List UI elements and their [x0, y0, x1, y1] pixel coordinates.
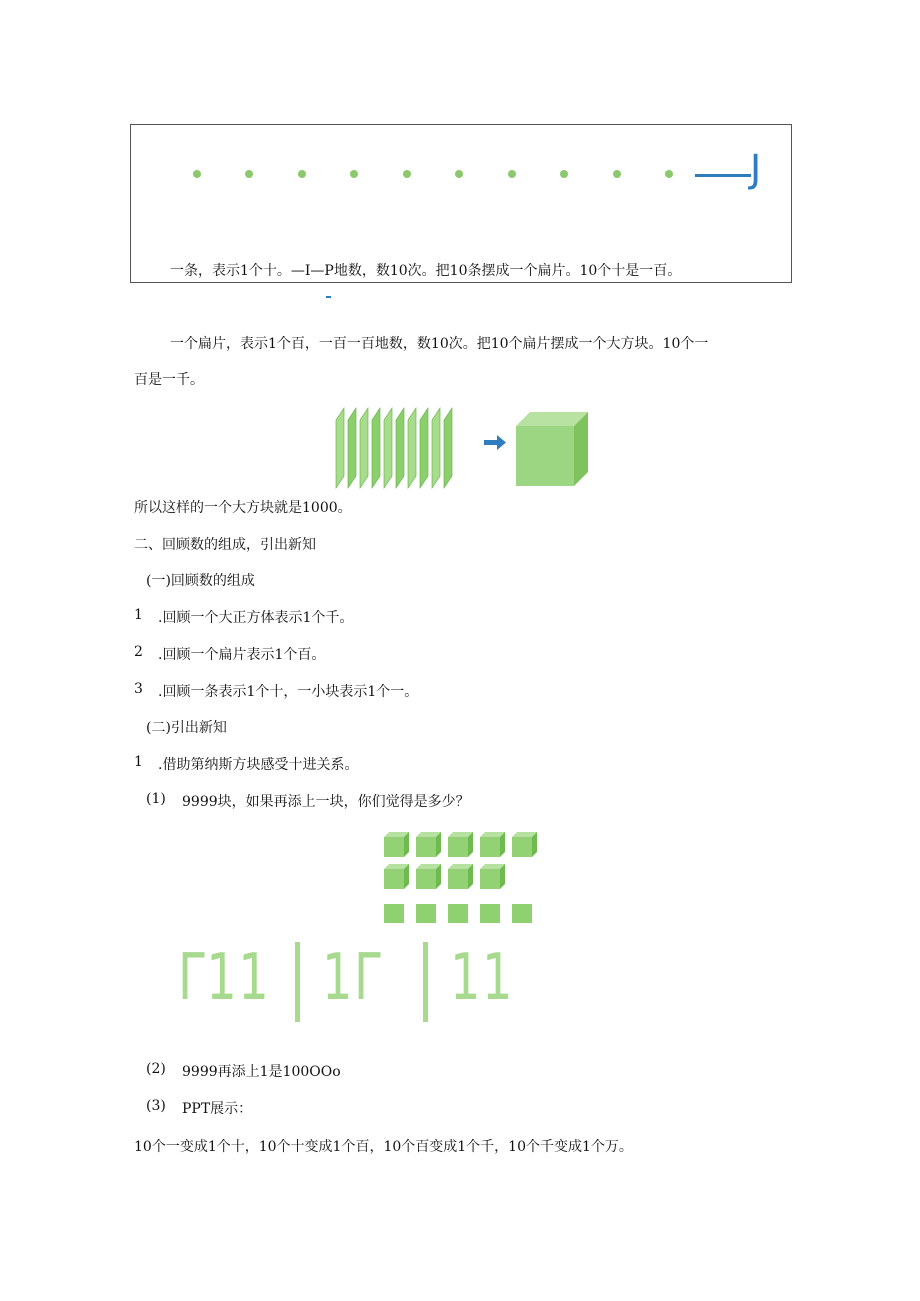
dot-8	[560, 170, 568, 178]
paragraph-line-2: 百是一千。	[134, 372, 204, 388]
new-item-1-number: 1	[134, 754, 143, 770]
final-line: 10个一变成1个十，10个十变成1个百，10个百变成1个千，10个千变成1个万。	[134, 1139, 633, 1155]
paragraph-line-1: 一个扁片，表示1个百，一百一百地数，数10次。把10个扁片摆成一个大方块。10个一	[170, 336, 709, 352]
dot-9	[613, 170, 621, 178]
unit-square	[384, 904, 404, 923]
hundred-flat	[408, 408, 416, 488]
so-line: 所以这样的一个大方块就是1000。	[134, 500, 352, 516]
blue-j-glyph: J	[750, 147, 762, 191]
box-caption: 一条，表示1个十。—I—P地数，数10次。把10条摆成一个扁片。10个十是一百。	[170, 263, 682, 279]
dot-7	[508, 170, 516, 178]
green-glyph-group-2: 1Γ	[322, 941, 383, 1015]
unit-cube	[384, 832, 409, 857]
item-2-number: 2	[134, 644, 143, 660]
item-1-text: .回顾一个大正方体表示1个千。	[158, 610, 354, 626]
flats-to-cube-figure	[334, 406, 590, 490]
section-2-heading: 二、回顾数的组成，引出新知	[134, 537, 316, 553]
question-3-number: (3)	[146, 1098, 166, 1114]
unit-square	[448, 904, 468, 923]
blue-arrow-line	[695, 174, 751, 177]
green-vertical-bar-2	[423, 942, 428, 1022]
green-glyph-group-1: Γ11	[178, 941, 271, 1015]
unit-cubes	[384, 832, 537, 923]
cube-grid-figure	[382, 830, 542, 926]
unit-cube	[384, 864, 409, 889]
unit-cube	[448, 832, 473, 857]
unit-cube	[448, 864, 473, 889]
dot-6	[455, 170, 463, 178]
hundred-flat	[432, 408, 440, 488]
dot-3	[298, 170, 306, 178]
item-3-number: 3	[134, 681, 143, 697]
hundred-flat	[384, 408, 392, 488]
unit-cube	[512, 832, 537, 857]
unit-square	[416, 904, 436, 923]
unit-cube	[416, 832, 441, 857]
thousand-cube	[516, 412, 588, 486]
dot-4	[350, 170, 358, 178]
question-2-number: (2)	[146, 1061, 166, 1077]
dot-1	[193, 170, 201, 178]
dot-10	[665, 170, 673, 178]
dot-2	[245, 170, 253, 178]
dot-5	[403, 170, 411, 178]
green-vertical-bar-1	[295, 942, 300, 1022]
unit-square	[480, 904, 500, 923]
subsection-1-heading: (一)回顾数的组成	[146, 573, 255, 589]
hundred-flat	[396, 408, 404, 488]
hundred-flat	[348, 408, 356, 488]
hundred-flats-stack	[336, 408, 452, 488]
unit-cube	[416, 864, 441, 889]
new-item-1-text: .借助第纳斯方块感受十进关系。	[158, 757, 359, 773]
small-blue-dash	[326, 296, 331, 298]
unit-cube	[480, 864, 505, 889]
hundred-flat	[444, 408, 452, 488]
unit-square	[512, 904, 532, 923]
hundred-flat	[360, 408, 368, 488]
question-1-text: 9999块，如果再添上一块，你们觉得是多少？	[182, 794, 470, 810]
subsection-2-heading: (二)引出新知	[146, 720, 227, 736]
question-3-text: PPT展示：	[182, 1101, 253, 1117]
question-2-text: 9999再添上1是100OOo	[182, 1064, 341, 1080]
unit-cube	[480, 832, 505, 857]
item-3-text: .回顾一条表示1个十，一小块表示1个一。	[158, 684, 419, 700]
green-glyph-group-3: 11	[450, 941, 515, 1015]
question-1-number: (1)	[146, 791, 166, 807]
item-2-text: .回顾一个扁片表示1个百。	[158, 647, 326, 663]
hundred-flat	[336, 408, 344, 488]
hundred-flat	[420, 408, 428, 488]
item-1-number: 1	[134, 607, 143, 623]
arrow-icon	[484, 435, 506, 450]
hundred-flat	[372, 408, 380, 488]
